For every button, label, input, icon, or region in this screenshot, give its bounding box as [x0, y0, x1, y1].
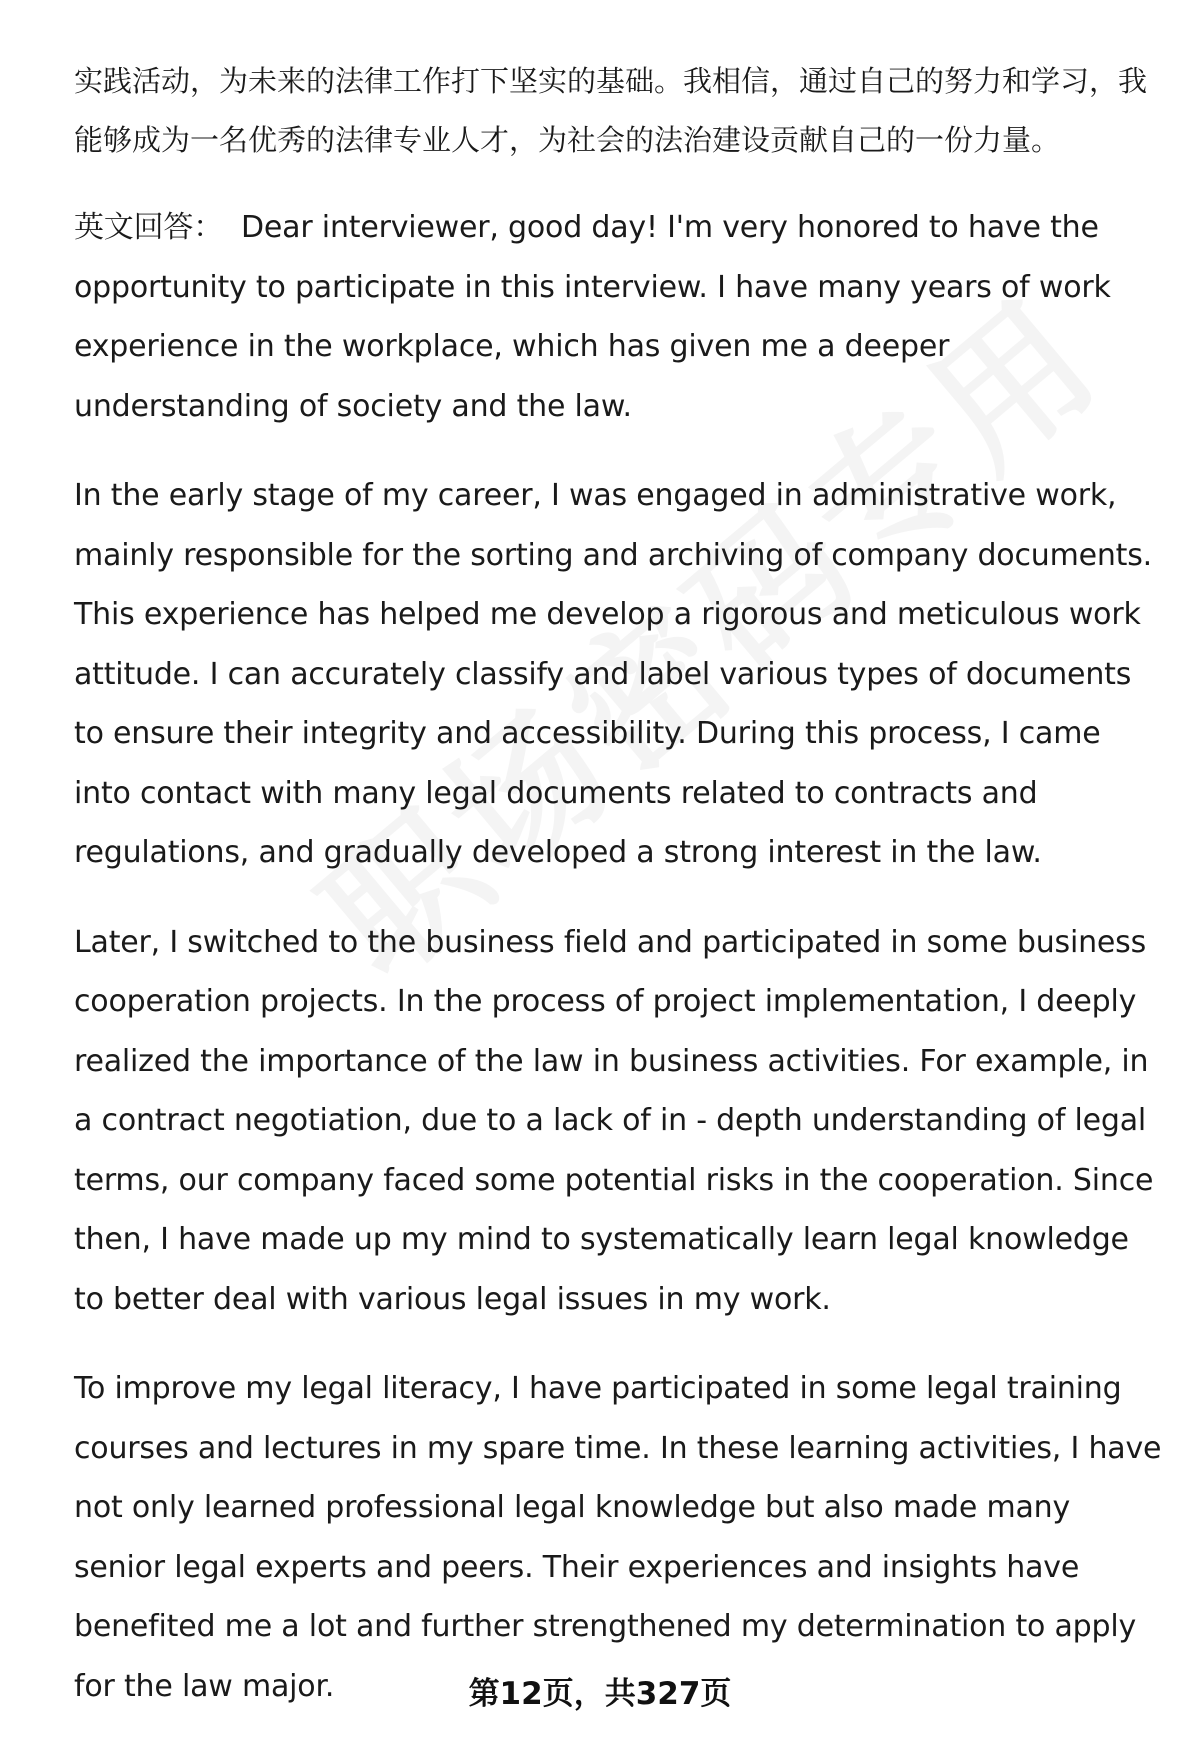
- paragraph-chinese-conclusion: 实践活动，为未来的法律工作打下坚实的基础。我相信，通过自己的努力和学习，我能够成为一名优秀的法律专业人才，为社会的法治建设贡献自己的一份力量。: [74, 64, 1148, 157]
- english-answer-intro-text: Dear interviewer, good day! I'm very honored to have the opportunity to participate in this interview. I have many years of work experience in the workplace, which has given me a deeper understanding of society and the law.: [74, 210, 1111, 424]
- english-answer-label: 英文回答：: [74, 210, 223, 245]
- document-body: [74, 52, 1164, 1746]
- paragraph-business-field: Later, I switched to the business field and participated in some business cooperation projects. In the process of project implementation, I deeply realized the importance of the law in business activities. For example, in a contract negotiation, due to a lack of in - depth understanding of legal terms, our company faced some potential risks in the cooperation. Since then, I have made up my mind to systematically learn legal knowledge to better deal with various legal issues in my work.: [74, 924, 1154, 1317]
- page-number-footer: 第12页，共327页: [468, 1676, 732, 1712]
- paragraph-legal-literacy: To improve my legal literacy, I have participated in some legal training courses and lectures in my spare time. In these learning activities, I have not only learned professional legal knowledge but also made many senior legal experts and peers. Their experiences and insights have benefited me a lot and further strengthened my determination to apply for the law major.: [74, 1371, 1162, 1704]
- paragraph-english-answer-intro: [74, 198, 1164, 436]
- paragraph-early-career: In the early stage of my career, I was engaged in administrative work, mainly responsible for the sorting and archiving of company documents. This experience has helped me develop a rigorous and meticulous work attitude. I can accurately classify and label various types of documents to ensure their integrity and accessibility. During this process, I came into contact with many legal documents related to contracts and regulations, and gradually developed a strong interest in the law.: [74, 478, 1152, 870]
